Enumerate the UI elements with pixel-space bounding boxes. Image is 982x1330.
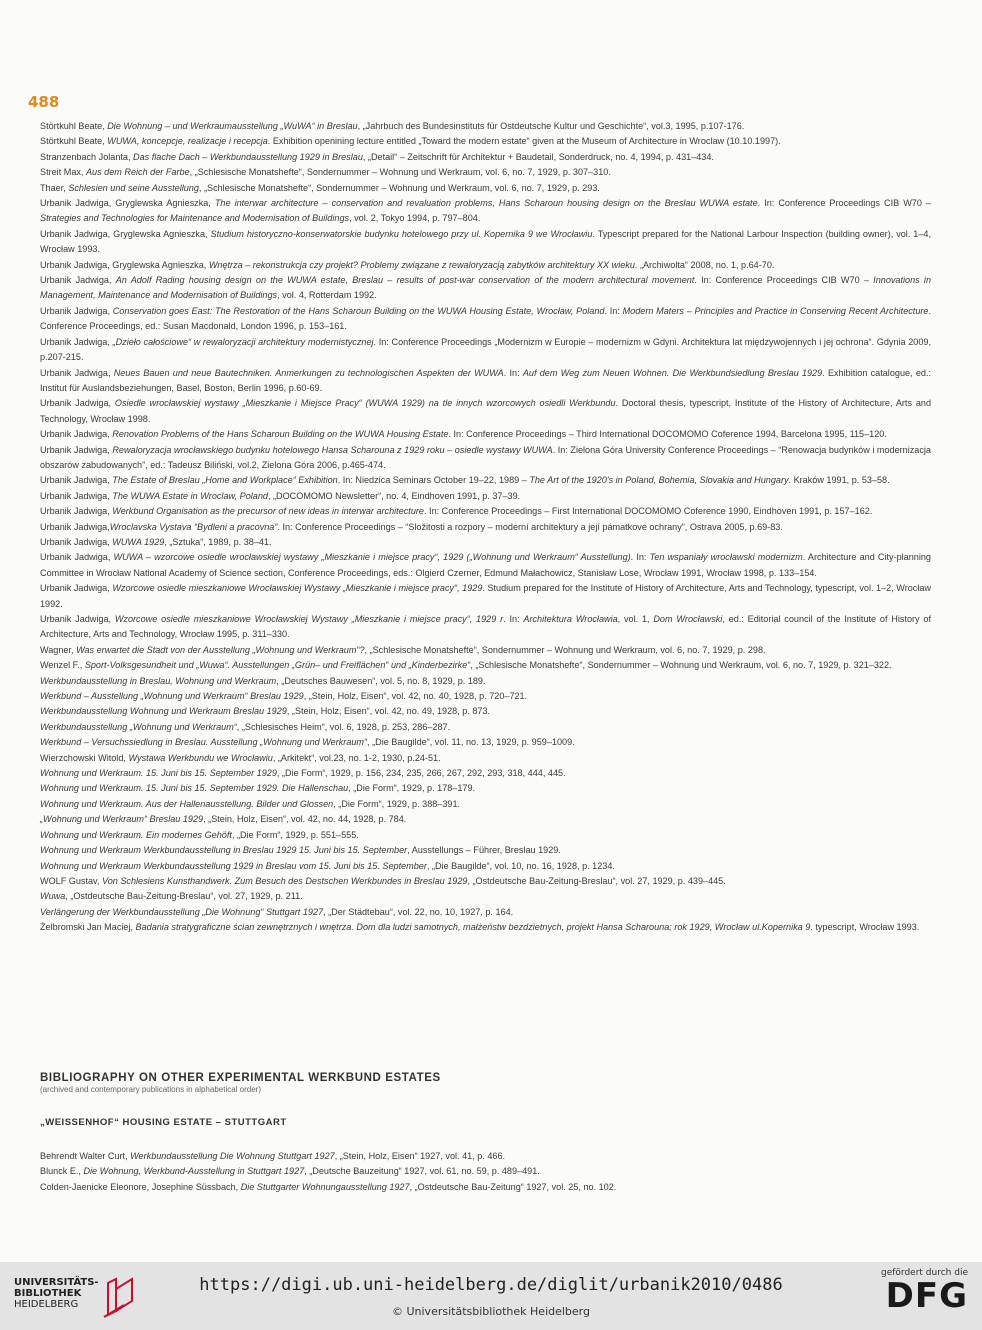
reference-text: . Exhibition openining lecture entitled „Toward the modern estate“ given at the Museum of Architecture in Wroclaw (10.10.1997). [267,136,781,147]
reference-text: Urbanik Jadwiga, [40,367,114,378]
reference-title: The interwar architecture – conservation and revaluation problems, Hans Scharoun housing design on the Breslau WUWA estate [214,198,758,209]
reference-text: . In: Conference Proceedings CIB W70 – [757,198,931,209]
reference-title: Osiedle wrocławskiej wystawy „Mieszkanie i Miejsce Pracy“ (WUWA 1929) na tle innych wzorcowych osiedli Werkbundu [114,398,616,409]
reference-entry [40,874,931,889]
reference-entry [40,258,931,273]
reference-title: Was erwartet die Stadt von der Ausstellung „Wohnung und Werkraum“? [76,644,365,655]
reference-title: Aus dem Reich der Farbe [85,167,190,178]
reference-title: Wnętrza – rekonstrukcja czy projekt? Problemy związane z rewaloryzacją zabytków architektury XX wieku [208,259,635,270]
reference-entry [40,905,931,920]
reference-text: Wagner, [40,644,77,655]
reference-entry [40,581,931,612]
reference-title: Werkbundausstellung Die Wohnung Stuttgart 1927 [130,1151,335,1161]
reference-text: , „Schlesische Monatshefte“, Sondernummer – Wohnung und Werkraum, vol. 6, no. 7, 1929, p. 321–322. [470,660,892,671]
reference-text: Urbanik Jadwiga, [40,552,114,563]
permalink-url[interactable]: https://digi.ub.uni-heidelberg.de/diglit/urbanik2010/0486 [199,1275,783,1295]
reference-entry [40,735,931,750]
library-name-line2: BIBLIOTHEK [14,1288,82,1299]
reference-text: , vol. 2, Tokyo 1994, p. 797–804. [349,213,481,224]
reference-text: Behrendt Walter Curt, [40,1151,131,1161]
reference-title: Rewaloryzacja wrocławskiego budynku hotelowego Hansa Scharouna z 1929 roku – osiedle wystawy WUWA [112,444,553,455]
reference-text: , „Die Baugilde“, vol. 11, no. 13, 1929, p. 959–1009. [367,737,575,748]
reference-title: Das flache Dach – Werkbundausstellung 1929 in Breslau [133,151,363,162]
reference-title: WUWA 1929 [112,536,165,547]
reference-title: The WUWA Estate in Wroclaw, Poland [112,490,268,501]
reference-entry [40,1164,931,1179]
dfg-logo[interactable] [868,1268,968,1324]
reference-text: , „Ostdeutsche Bau-Zeitung“ 1927, vol. 25, no. 102. [409,1181,617,1192]
reference-title: Conservation goes East: The Restoration of the Hans Scharoun Building on the WUWA Housing Estate, Wrocław, Poland [112,305,605,316]
reference-entry [40,1180,931,1195]
reference-text: Wierzchowski Witold, [40,752,129,763]
reference-entry [40,720,931,735]
reference-text: , „Schlesische Monatshefte“, Sondernummer – Wohnung und Werkraum, vol. 6, no. 7, 1929, p. 298. [364,644,766,655]
reference-title: Werkbund – Ausstellung „Wohnung und Werkraum“ Breslau 1929 [40,691,304,702]
reference-title: Werkbundausstellung Wohnung und Werkraum Breslau 1929 [40,706,287,717]
reference-text: Urbanik Jadwiga, [40,305,113,316]
reference-text: , „Die Form“, 1929, p. 388–391. [333,798,461,809]
reference-title: Wystawa Werkbundu we Wrocławiu [128,752,273,763]
reference-text: , „Schlesische Monatshefte“, Sondernummer – Wohnung und Werkraum, vol. 6, no. 7, 1929, p. 293. [198,182,600,193]
reference-text: , „Die Baugilde“, vol. 10, no. 16, 1928, p. 1234. [426,860,615,871]
reference-entry [40,227,931,258]
reference-title: The Art of the 1920's in Poland, Bohemia, Slovakia and Hungary [529,475,789,486]
reference-text: Urbanik Jadwiga, [40,336,113,347]
reference-title: Die Stuttgarter Wohnungausstellung 1927 [240,1181,410,1192]
reference-entry [40,859,931,874]
reference-entry [40,520,931,535]
reference-entry [40,643,931,658]
reference-text: . In: Zielona Góra University Conference Proceedings – “Renowacja budynków i modernizacja obszarów zabudowanych”, ed.: Tadeusz Biliński, vol.2, Zielona Góra 2006, p.465-474. [40,444,931,470]
estate-heading: „WEISSENHOF“ HOUSING ESTATE – STUTTGART [40,1117,287,1128]
reference-title: Badania stratygraficzne ścian zewnętrznych i wnętrza. Dom dla ludzi samotnych, małżeństw bezdzietnych, projekt Hansa Scharouna; rok 1929, Wrocław ul.Kopernika 9 [135,922,811,933]
reference-text: , „Schlesische Monatshefte“, Sondernummer – Wohnung und Werkraum, vol. 6, no. 7, 1929, p. 307–310. [189,167,611,178]
reference-text: , „Ostdeutsche Bau-Zeitung-Breslau“, vol. 27, 1929, p. 211. [65,891,303,902]
reference-text: . Typescript prepared for the National Larbour Inspection (building owner), vol. 1–4, Wrocław 1993. [40,228,931,255]
reference-text: . „Archiwolta“ 2008, no. 1, p.64-70. [634,259,775,270]
funded-by-label: gefördert durch die [881,1268,968,1278]
reference-text: Urbanik Jadwiga, [40,475,113,486]
reference-title: WUWA, koncepcje, realizacje i recepcja [107,136,268,147]
reference-text: , „Detail“ – Zeitschrift für Architektur + Baudetail, Sonderdruck, no. 4, 1994, p. 431–434. [362,151,714,162]
reference-text: Urbanik Jadwiga, [40,614,115,624]
reference-title: Werkbundausstellung „Wohnung und Werkraum“ [40,721,237,732]
reference-text: , „Deutsche Bauzeitung“ 1927, vol. 61, no. 59, p. 489–491. [304,1166,540,1177]
reference-title: Studium historyczno-konserwatorskie budynku hotelowego przy ul. Kopernika 9 we Wrocławiu [210,228,593,239]
reference-entry [40,674,931,689]
reference-text: Urbanik Jadwiga, [40,536,113,547]
reference-entry [40,889,931,904]
reference-text: . Doctoral thesis, typescript, Institute of the History of Architecture, Arts and Technology, Wrocław 1998. [40,398,931,424]
reference-text: . In: Conference Proceedings – First International DOCOMOMO Coference 1990, Eindhoven 1991, p. 157–162. [423,506,873,517]
reference-entry [40,704,931,719]
reference-title: Auf dem Weg zum Neuen Wohnen. Die Werkbundsiedlung Breslau 1929 [522,367,823,378]
reference-text: Colden-Jaenicke Eleonore, Josephine Süssbach, [40,1181,241,1192]
weissenhof-reference-list [40,1149,931,1195]
reference-text: Urbanik Jadwiga, [40,398,115,409]
reference-text: Störtkuhl Beate, [40,121,108,131]
reference-entry [40,550,931,581]
footer-bar [0,1262,982,1330]
reference-title: Schlesien und seine Ausstellung [68,182,199,193]
reference-text: . typescript, Wrocław 1993. [810,922,920,933]
reference-text: . Exhibition catalogue, ed.: Institut für Auslandsbeziehungen, Basel, Boston, Berlin 1996, p.60-69. [40,367,931,393]
library-name-line1: UNIVERSITÄTS- [14,1277,99,1288]
reference-text: Urbanik Jadwiga, [40,275,116,286]
copyright-notice: © Universitätsbibliothek Heidelberg [391,1305,590,1318]
reference-text: , „Stein, Holz, Eisen“, vol. 42, no. 44, 1928, p. 784. [203,814,407,825]
reference-entry [40,797,931,812]
reference-entry [40,119,931,134]
reference-text: . Architecture and City-planning Committee in Wrocław National Academy of Science section, Conference Proceedings, eds.: Olgierd Czerner, Edmund Małachowicz, Stanisław Lose, Wrocław 1991, Wrocław 1998, p. 133–154. [40,552,931,578]
reference-title: Wohnung und Werkraum Werkbundausstellung in Breslau 1929 15. Juni bis 15. September [40,845,408,856]
reference-text: Streit Max, [40,167,86,178]
reference-entry [40,612,931,643]
reference-title: Wohnung und Werkraum. 15. Juni bis 15. September 1929. Die Hallenschau [40,783,349,794]
reference-entry [40,304,931,335]
reference-text: , „Der Städtebau“, vol. 22, no. 10, 1927, p. 164. [323,906,514,917]
page-number: 488 [28,93,60,111]
reference-text: , „Stein, Holz, Eisen“ 1927, vol. 41, p. 466. [334,1151,506,1161]
reference-title: Wzorcowe osiedle mieszkaniowe Wrocławskiej Wystawy „Mieszkanie i miejsce pracy“, 1929 r [114,614,504,624]
reference-text: , „Die Form“, 1929, p. 551–555. [231,829,359,840]
reference-text: Urbanik Jadwiga, [40,506,113,517]
reference-text: . Kraków 1991, p. 53–58. [788,475,890,486]
reference-title: Modern Maters – Principles and Practice in Conserving Recent Architecture [622,305,929,316]
reference-entry [40,427,931,442]
reference-text: , „Stein, Holz, Eisen“, vol. 42, no. 40, 1928, p. 720–721. [303,691,528,702]
reference-text: , „Die Form“, 1929, p. 156, 234, 235, 266, 267, 292, 293, 318, 444, 445. [276,768,566,779]
reference-title: Die Wohnung – und Werkraumausstellung „WuWA“ in Breslau [107,121,358,131]
reference-entry [40,843,931,858]
reference-text: Thaer, [40,182,69,193]
reference-text: . In: [604,305,623,316]
bibliography-heading: BIBLIOGRAPHY ON OTHER EXPERIMENTAL WERKBUND ESTATES [40,1072,441,1084]
reference-text: Blunck E., [40,1166,84,1177]
reference-text: Urbanik Jadwiga, [40,444,113,455]
reference-title: WUWA – wzorcowe osiedle wrocławskiej wystawy „Mieszkanie i miejsce pracy“, 1929 („Wohnung und Werkraum“ Ausstellung) [113,552,631,563]
reference-entry [40,335,931,366]
bibliography-subheading: (archived and contemporary publications in alphabetical order) [40,1085,262,1094]
reference-list [40,119,931,936]
reference-text: , „Arkitekt“, vol.23, no. 1-2, 1930, p.24-51. [272,752,441,763]
reference-title: Wzorcowe osiedle mieszkaniowe Wrocławskiej Wystawy „Mieszkanie i miejsce pracy“, 1929 [112,583,483,594]
reference-text: , vol. 4, Rotterdam 1992. [277,290,377,301]
reference-text: Urbanik Jadwiga, [40,429,113,440]
reference-entry [40,751,931,766]
reference-entry [40,1149,931,1164]
library-name-line3: HEIDELBERG [14,1299,79,1310]
reference-text: , „Schlesisches Heim“, vol. 6, 1928, p. 253, 286–287. [236,721,451,732]
reference-text: , „Ostdeutsche Bau-Zeitung-Breslau“, vol. 27, 1929, p. 439–445. [467,875,726,886]
reference-entry [40,489,931,504]
reference-text: , „Stein, Holz, Eisen“, vol. 42, no. 49, 1928, p. 873. [286,706,491,717]
reference-title: An Adolf Rading housing design on the WUWA estate, Breslau – results of post-war conservation of the modern architectural movement [115,275,695,286]
reference-title: Wroclavska Vystava “Bydleni a pracovna” [109,521,278,532]
reference-entry [40,812,931,827]
reference-text: . Conference Proceedings, ed.: Susan Macdonald, London 1996, p. 153–161. [40,305,931,332]
reference-entry [40,828,931,843]
reference-text: WOLF Gustav, [40,875,102,886]
reference-title: Werkbund – Versuchssiedlung in Breslau. Ausstellung „Wohnung und Werkraum“ [40,737,368,748]
reference-entry [40,504,931,519]
reference-entry [40,181,931,196]
reference-text: , „DOCOMOMO Newsletter“, no. 4, Eindhoven 1991, p. 37–39. [267,490,521,501]
reference-title: Wohnung und Werkraum Werkbundausstellung 1929 in Breslau vom 15. Juni bis 15. September [40,860,427,871]
reference-entry [40,535,931,550]
reference-title: Wuwa [40,891,66,902]
reference-entry [40,366,931,397]
reference-title: Strategies and Technologies for Maintenance and Modernisation of Buildings [40,213,350,224]
reference-text: , „Jahrbuch des Bundesinstituts für Ostdeutsche Kultur und Geschichte“, vol.3, 1995, p.107-176. [357,121,745,131]
bibliography-section [40,1072,931,1094]
reference-text: , Ausstellungs – Führer, Breslau 1929. [407,845,561,856]
reference-entry [40,689,931,704]
reference-text: Urbanik Jadwiga, Gryglewska Agnieszka, [40,198,215,209]
reference-text: , „Deutsches Bauwesen“, vol. 5, no. 8, 1929, p. 189. [276,675,486,686]
reference-title: Werkbundausstellung in Breslau, Wohnung und Werkraum [40,675,277,686]
reference-title: Wohnung und Werkraum. Aus der Hallenausstellung. Bilder und Glossen [40,798,334,809]
reference-text: , vol. 1, [617,614,654,624]
reference-text: Wenzel F., [40,660,85,671]
reference-entry [40,273,931,304]
reference-title: „Wohnung und Werkraum“ Breslau 1929 [40,814,204,825]
reference-text: Urbanik Jadwiga, [40,583,113,594]
reference-text: Żelbromski Jan Maciej, [40,922,136,933]
reference-text: Stranzenbach Jolanta, [40,151,134,162]
reference-entry [40,781,931,796]
reference-title: Dom Wrocławski [653,614,723,624]
reference-text: , „Die Form“, 1929, p. 178–179. [348,783,476,794]
reference-title: „Dzieło całościowe“ w rewaloryzacji architektury modernistycznej [112,336,374,347]
reference-entry [40,658,931,673]
reference-entry [40,473,931,488]
reference-text: . Studium prepared for the Institute of History of Architecture, Arts and Technology, typescript, vol. 1–2, Wrocław 1992. [40,583,931,609]
reference-title: The Estate of Breslau „Home and Workplace“ Exhibition [112,475,338,486]
reference-title: Verlängerung der Werkbundausstellung „Die Wohnung“ Stuttgart 1927 [40,906,324,917]
reference-text: Urbanik Jadwiga, Gryglewska Agnieszka, [40,259,209,270]
reference-entry [40,196,931,227]
reference-text: , ed.: Editorial council of the Institute of History of Architecture, Arts and Technology, Wrocław 1995, p. 311–330. [40,614,931,640]
reference-text: Störtkuhl Beate, [40,136,108,147]
reference-title: Von Schlesiens Kunsthandwerk. Zum Besuch des Destschen Werkbundes in Breslau 1929 [101,875,468,886]
reference-title: Neues Bauen und neue Bautechniken. Anmerkungen zu technologischen Aspekten der WUWA [113,367,504,378]
reference-title: Ten wspaniały wrocławski modernizm [649,552,803,563]
reference-text: . In: [503,614,524,624]
reference-text: Urbanik Jadwiga, Gryglewska Agnieszka, [40,228,211,239]
reference-entry [40,134,931,149]
reference-text: . In: Conference Proceedings CIB W70 – [694,275,874,286]
reference-title: Sport-Volksgesundheit und „Wuwa“. Ausstellungen „Grün– und Freiflächen“ und „Kinderbezirke“ [84,660,471,671]
reference-text: Urbanik Jadwiga, [40,521,110,532]
reference-entry [40,165,931,180]
reference-title: Wohnung und Werkraum. Ein modernes Gehöft [40,829,232,840]
reference-text: . In: Conference Proceedings „Modernizm w Europie – modernizm w Gdyni. Architektura lat międzywojennych i jej ochrona“. Gdynia 2009, p.207-215. [40,336,932,363]
reference-text: . In: Conference Proceedings – Third International DOCOMOMO Coference 1994, Barcelona 1995, 115–120. [448,429,887,440]
reference-entry [40,443,931,474]
reference-title: Innovations in Management, Maintenance and Modernisation of Buildings [40,275,932,301]
estate-section [40,1117,931,1128]
reference-text: , „Sztuka“, 1989, p. 38–41. [164,536,272,547]
reference-text: Urbanik Jadwiga, [40,490,113,501]
dfg-wordmark: DFG [885,1276,968,1316]
reference-entry [40,396,931,427]
reference-text: . In: [630,552,650,563]
reference-title: Wohnung und Werkraum. 15. Juni bis 15. September 1929 [40,768,277,779]
reference-entry [40,920,931,935]
reference-text: . In: [503,367,523,378]
reference-entry [40,766,931,781]
reference-text: . In: Niedzica Seminars October 19–22, 1989 – [337,475,530,486]
reference-title: Renovation Problems of the Hans Scharoun Building on the WUWA Housing Estate [112,429,449,440]
reference-title: Werkbund Organisation as the precursor of new ideas in interwar architecture [112,506,424,517]
reference-title: Architektura Wrocławia [523,614,618,624]
reference-title: Die Wohnung, Werkbund-Ausstellung in Stuttgart 1927 [83,1166,305,1177]
reference-entry [40,150,931,165]
reference-text: . In: Conference Proceedings – “Složitosti a rozpory – moderní architektury a její pámatkove ochrany”, Ostrava 2005, p.69-83. [277,521,783,532]
